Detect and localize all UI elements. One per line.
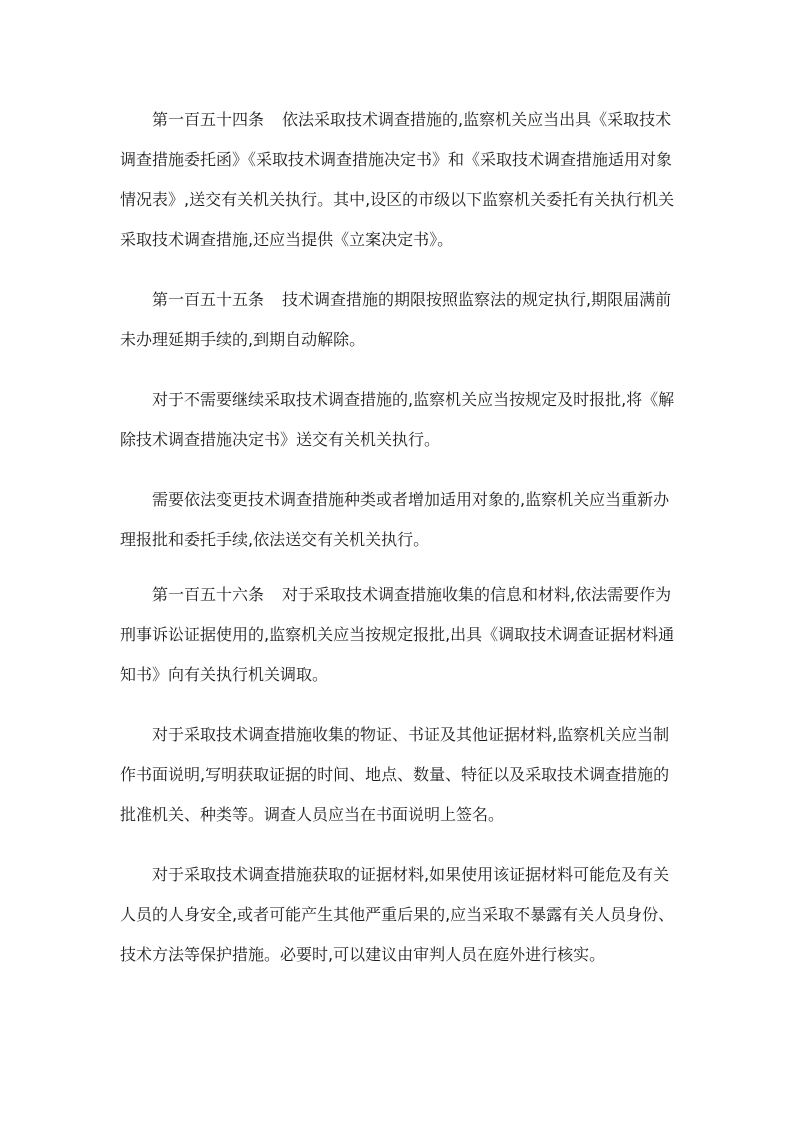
paragraph-1-line-3: 情况表》,送交有关机关执行。其中,设区的市级以下监察机关委托有关执行机关: [120, 190, 675, 209]
paragraph-7-line-2: 人员的人身安全,或者可能产生其他严重后果的,应当采取不暴露有关人员身份、: [120, 905, 675, 924]
paragraph-7-line-3: 技术方法等保护措施。必要时,可以建议由审判人员在庭外进行核实。: [120, 945, 606, 964]
paragraph-5-line-2: 刑事诉讼证据使用的,监察机关应当按规定报批,出具《调取技术调查证据材料通: [120, 625, 675, 644]
paragraph-6-line-3: 批准机关、种类等。调查人员应当在书面说明上签名。: [120, 805, 505, 824]
paragraph-3-line-2: 除技术调查措施决定书》送交有关机关执行。: [120, 430, 441, 449]
article-number: 第一百五十五条: [152, 290, 265, 309]
paragraph-2-line-2: 未办理延期手续的,到期自动解除。: [120, 330, 366, 349]
article-number: 第一百五十六条: [152, 585, 265, 604]
paragraph-6-line-2: 作书面说明,写明获取证据的时间、地点、数量、特征以及采取技术调查措施的: [120, 765, 670, 784]
paragraph-5-line-1: [152, 580, 712, 610]
paragraph-6-line-1: 对于采取技术调查措施收集的物证、书证及其他证据材料,监察机关应当制: [152, 725, 670, 744]
paragraph-4-line-1: 需要依法变更技术调查措施种类或者增加适用对象的,监察机关应当重新办: [152, 490, 670, 509]
text-line: 对于采取技术调查措施收集的信息和材料,依法需要作为: [282, 585, 672, 604]
paragraph-2-line-1: [152, 285, 712, 315]
paragraph-1-line-1: [152, 105, 712, 135]
paragraph-3-line-1: 对于不需要继续采取技术调查措施的,监察机关应当按规定及时报批,将《解: [152, 390, 675, 409]
article-number: 第一百五十四条: [152, 110, 265, 129]
paragraph-4-line-2: 理报批和委托手续,依法送交有关机关执行。: [120, 530, 430, 549]
paragraph-1-line-2: 调查措施委托函》《采取技术调查措施决定书》和《采取技术调查措施适用对象: [120, 150, 673, 169]
text-line: 技术调查措施的期限按照监察法的规定执行,期限届满前: [282, 290, 672, 309]
paragraph-1-line-4: 采取技术调查措施,还应当提供《立案决定书》。: [120, 230, 454, 249]
text-line: 依法采取技术调查措施的,监察机关应当出具《采取技术: [282, 110, 672, 129]
paragraph-7-line-1: 对于采取技术调查措施获取的证据材料,如果使用该证据材料可能危及有关: [152, 865, 670, 884]
paragraph-5-line-3: 知书》向有关执行机关调取。: [120, 665, 329, 684]
